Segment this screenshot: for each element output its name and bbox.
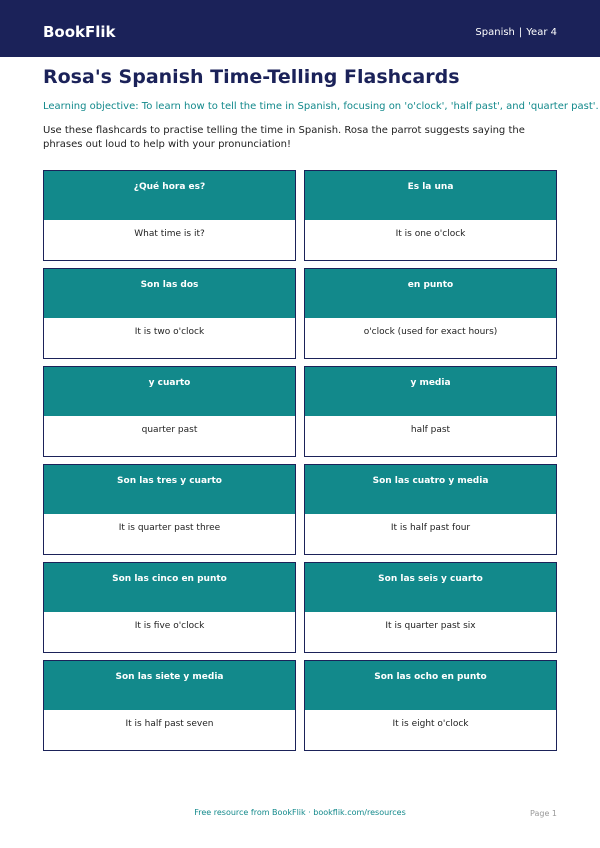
footer-resource-link[interactable]: Free resource from BookFlik · bookflik.com/resources xyxy=(194,808,406,817)
flashcard[interactable] xyxy=(43,562,296,653)
flashcard-english: It is quarter past six xyxy=(385,621,476,631)
flashcard[interactable] xyxy=(304,268,557,359)
flashcard-spanish: Es la una xyxy=(305,171,556,220)
page-title: Rosa's Spanish Time-Telling Flashcards xyxy=(43,66,460,88)
flashcard[interactable] xyxy=(43,366,296,457)
flashcard-english: It is eight o'clock xyxy=(392,719,469,729)
flashcard-spanish: Son las tres y cuarto xyxy=(44,465,295,514)
flashcard[interactable] xyxy=(304,170,557,261)
flashcard-spanish: Son las ocho en punto xyxy=(305,661,556,710)
flashcard-english: It is five o'clock xyxy=(134,621,205,631)
flashcard[interactable] xyxy=(43,464,296,555)
flashcard-spanish: y cuarto xyxy=(44,367,295,416)
flashcard-spanish: ¿Qué hora es? xyxy=(44,171,295,220)
year-label: Year 4 xyxy=(526,27,557,38)
flashcard[interactable] xyxy=(43,660,296,751)
flashcard[interactable] xyxy=(43,268,296,359)
flashcard[interactable] xyxy=(304,660,557,751)
intro-text: Use these flashcards to practise telling the time in Spanish. Rosa the parrot suggests saying the phrases out loud to help with your pronunciation! xyxy=(43,125,525,150)
flashcard[interactable] xyxy=(304,464,557,555)
flashcard-english: It is half past four xyxy=(390,523,471,533)
page-number: Page 1 xyxy=(530,809,557,818)
subject-label: Spanish xyxy=(475,27,515,38)
flashcard-spanish: Son las siete y media xyxy=(44,661,295,710)
flashcard-grid xyxy=(43,170,557,751)
flashcard-spanish: Son las cuatro y media xyxy=(305,465,556,514)
flashcard-english: o'clock (used for exact hours) xyxy=(363,327,498,337)
flashcard[interactable] xyxy=(304,366,557,457)
flashcard[interactable] xyxy=(43,170,296,261)
flashcard-spanish: Son las dos xyxy=(44,269,295,318)
flashcard-english: quarter past xyxy=(141,425,198,435)
flashcard-english: It is half past seven xyxy=(125,719,214,729)
header-bar xyxy=(0,0,600,57)
brand-logo[interactable]: BookFlik xyxy=(43,23,116,41)
flashcard-spanish: y media xyxy=(305,367,556,416)
meta-separator: | xyxy=(518,27,523,38)
flashcard-spanish: Son las seis y cuarto xyxy=(305,563,556,612)
subject-year xyxy=(475,26,557,40)
flashcard-english: What time is it? xyxy=(134,229,205,239)
flashcard-english: half past xyxy=(410,425,451,435)
flashcard-english: It is one o'clock xyxy=(395,229,466,239)
flashcard-spanish: en punto xyxy=(305,269,556,318)
flashcard-english: It is quarter past three xyxy=(118,523,221,533)
flashcard-english: It is two o'clock xyxy=(134,327,205,337)
flashcard[interactable] xyxy=(304,562,557,653)
flashcard-spanish: Son las cinco en punto xyxy=(44,563,295,612)
learning-objective: Learning objective: To learn how to tell the time in Spanish, focusing on 'o'clock', 'half past', and 'quarter past'. xyxy=(43,101,599,112)
